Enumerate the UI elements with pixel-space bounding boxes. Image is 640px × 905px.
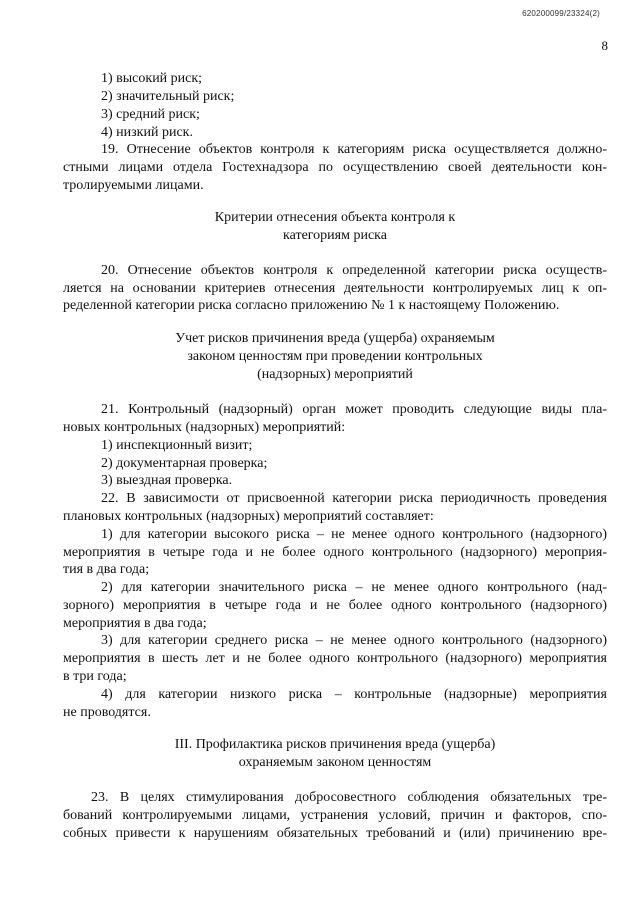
- section-heading: категориям риска: [283, 228, 387, 243]
- list-item: 1) высокий риск;: [101, 71, 203, 86]
- paragraph-line: не проводятся.: [63, 705, 151, 720]
- section-heading: Учет рисков причинения вреда (ущерба) охраняемым: [175, 331, 495, 346]
- section-heading: законом ценностям при проведении контрольных: [187, 349, 483, 364]
- paragraph-line: 23. В целях стимулирования добросовестного соблюдения обязательных тре-: [91, 790, 607, 805]
- paragraph-line: стными лицами отдела Гостехнадзора по осуществлению своей деятельности кон-: [63, 160, 607, 175]
- paragraph-line: 4) для категории низкого риска – контрольные (надзорные) мероприятия: [101, 687, 607, 702]
- paragraph-line: 3) для категории среднего риска – не менее одного контрольного (надзорного): [101, 633, 607, 648]
- paragraph-line: ределенной категории риска согласно приложению № 1 к настоящему Положению.: [63, 298, 560, 313]
- section-heading: охраняемым законом ценностям: [238, 755, 432, 770]
- paragraph-line: новых контрольных (надзорных) мероприятий:: [63, 420, 346, 435]
- paragraph-line: мероприятия в шесть лет и не более одного контрольного (надзорного) мероприятия: [63, 651, 607, 666]
- paragraph-line: зорного) мероприятия в четыре года и не более одного контрольного (надзорного): [63, 598, 607, 613]
- list-item: 2) значительный риск;: [101, 89, 235, 104]
- list-item: 1) инспекционный визит;: [101, 438, 253, 453]
- paragraph-line: в три года;: [63, 669, 127, 684]
- paragraph-line: 19. Отнесение объектов контроля к категориям риска осуществляется должно-: [101, 142, 607, 157]
- paragraph-line: тия в два года;: [63, 562, 150, 577]
- paragraph-line: 1) для категории высокого риска – не менее одного контрольного (надзорного): [101, 527, 607, 542]
- paragraph-line: собных привести к нарушениям обязательных требований и (или) причинению вре-: [63, 826, 607, 841]
- paragraph-line: 2) для категории значительного риска – не менее одного контрольного (над-: [101, 580, 607, 595]
- paragraph-line: бований контролируемыми лицами, устранения условий, причин и факторов, спо-: [63, 808, 607, 823]
- paragraph-line: ляется на основании критериев отнесения деятельности контролируемых лиц к оп-: [63, 281, 607, 296]
- paragraph-line: плановых контрольных (надзорных) мероприятий составляет:: [63, 509, 434, 524]
- paragraph-line: 22. В зависимости от присвоенной категории риска периодичность проведения: [101, 491, 607, 506]
- section-heading: III. Профилактика рисков причинения вреда (ущерба): [174, 737, 496, 752]
- paragraph-line: мероприятия в четыре года и не более одного контрольного (надзорного) мероприя-: [63, 545, 607, 560]
- list-item: 4) низкий риск.: [101, 125, 193, 140]
- list-item: 2) документарная проверка;: [101, 456, 268, 471]
- section-heading: Критерии отнесения объекта контроля к: [214, 210, 456, 225]
- paragraph-line: 20. Отнесение объектов контроля к определенной категории риска осуществ-: [101, 263, 607, 278]
- paragraph-line: тролируемыми лицами.: [63, 178, 204, 193]
- page-number: 8: [601, 38, 608, 53]
- list-item: 3) выездная проверка.: [101, 473, 233, 488]
- section-heading: (надзорных) мероприятий: [257, 367, 413, 382]
- paragraph-line: 21. Контрольный (надзорный) орган может проводить следующие виды пла-: [101, 402, 607, 417]
- paragraph-line: мероприятия в два года;: [63, 616, 207, 631]
- document-id: 620200099/23324(2): [522, 9, 600, 18]
- list-item: 3) средний риск;: [101, 107, 200, 122]
